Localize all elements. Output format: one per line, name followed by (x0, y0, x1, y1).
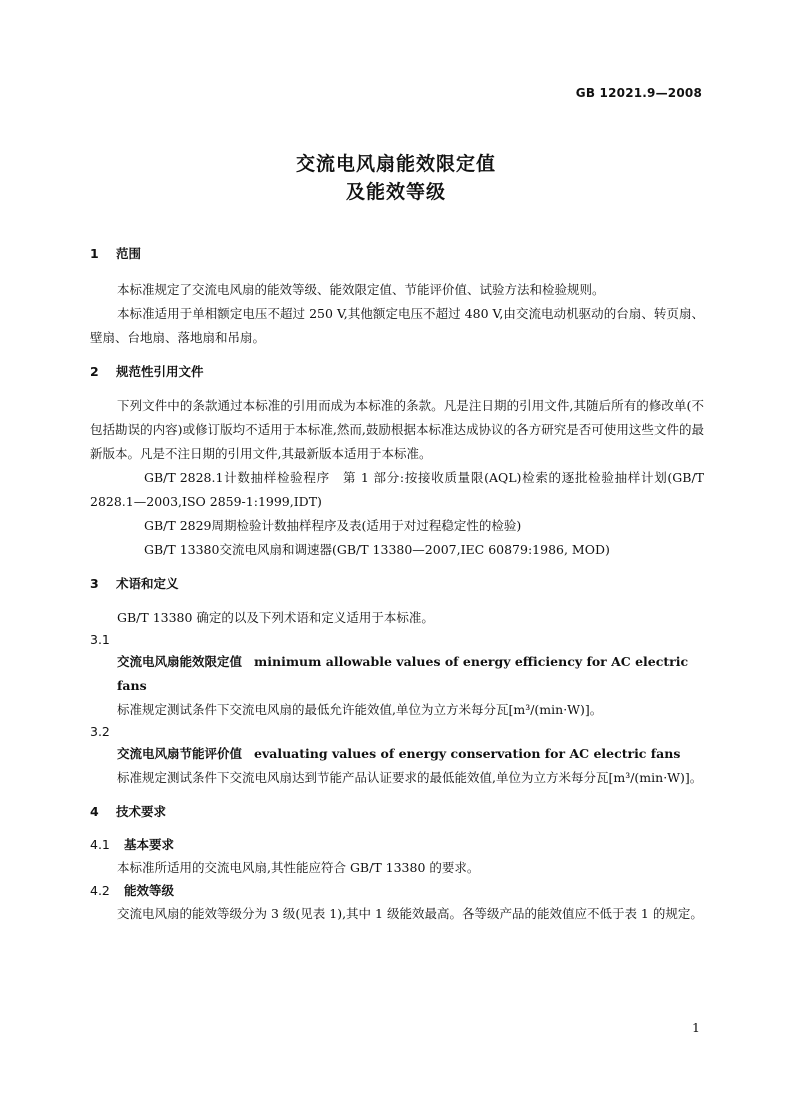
term-entry (90, 650, 704, 698)
reference-item (90, 538, 704, 562)
term-entry (90, 742, 704, 766)
section-title: 技术要求 (116, 804, 167, 819)
document-body (90, 244, 704, 926)
reference-text: 交流电风扇和调速器(GB/T 13380—2007,IEC 60879:1986, MOD) (219, 542, 610, 557)
page-number: 1 (692, 1020, 700, 1035)
term-en: minimum allowable values of energy efficiency for AC electric fans (117, 654, 689, 693)
reference-code: GB/T 2829 (144, 518, 212, 533)
section-2-heading (90, 362, 704, 382)
section-number: 1 (90, 246, 99, 261)
title-line-1: 交流电风扇能效限定值 (295, 153, 496, 175)
term-zh: 交流电风扇能效限定值 (117, 654, 243, 669)
term-number: 3.1 (90, 632, 110, 647)
section-number: 4 (90, 804, 99, 819)
reference-item (90, 514, 704, 538)
term-en: evaluating values of energy conservation for AC electric fans (254, 746, 681, 761)
section-title: 术语和定义 (116, 576, 179, 591)
title-line-2: 及能效等级 (345, 181, 446, 203)
subsection-4-2-heading (90, 880, 704, 902)
section-title: 规范性引用文件 (116, 364, 204, 379)
term-zh: 交流电风扇节能评价值 (117, 746, 243, 761)
term-definition: 标准规定测试条件下交流电风扇的最低允许能效值,单位为立方米每分瓦[m³/(min·W)]。 (117, 702, 603, 717)
reference-code: GB/T 2828.1 (144, 470, 224, 485)
paragraph: 本标准适用于单相额定电压不超过 250 V,其他额定电压不超过 480 V,由交流电动机驱动的台扇、转页扇、壁扇、台地扇、落地扇和吊扇。 (90, 306, 704, 345)
paragraph: 交流电风扇的能效等级分为 3 级(见表 1),其中 1 级能效最高。各等级产品的能效值应不低于表 1 的规定。 (117, 906, 703, 921)
section-4-heading (90, 802, 704, 822)
paragraph: GB/T 13380 确定的以及下列术语和定义适用于本标准。 (117, 610, 434, 625)
section-number: 3 (90, 576, 99, 591)
term-number: 3.2 (90, 724, 110, 739)
subsection-4-1-heading (90, 834, 704, 856)
subsection-title: 基本要求 (124, 837, 175, 852)
section-number: 2 (90, 364, 99, 379)
section-1-heading (90, 244, 704, 264)
paragraph: 下列文件中的条款通过本标准的引用而成为本标准的条款。凡是注日期的引用文件,其随后所有的修改单(不包括勘误的内容)或修订版均不适用于本标准,然而,鼓励根据本标准达成协议的各方研究是否可使用这些文件的最新版本。凡是不注日期的引用文件,其最新版本适用于本标准。 (90, 398, 704, 461)
reference-code: GB/T 13380 (144, 542, 220, 557)
reference-item (90, 466, 704, 514)
paragraph: 本标准规定了交流电风扇的能效等级、能效限定值、节能评价值、试验方法和检验规则。 (117, 282, 605, 297)
subsection-title: 能效等级 (124, 883, 175, 898)
reference-text: 周期检验计数抽样程序及表(适用于对过程稳定性的检验) (211, 518, 522, 533)
term-definition: 标准规定测试条件下交流电风扇达到节能产品认证要求的最低能效值,单位为立方米每分瓦[m³/(min·W)]。 (117, 770, 703, 785)
subsection-number: 4.1 (90, 837, 110, 852)
section-3-heading (90, 574, 704, 594)
subsection-number: 4.2 (90, 883, 110, 898)
paragraph: 本标准所适用的交流电风扇,其性能应符合 GB/T 13380 的要求。 (117, 860, 480, 875)
standard-number: GB 12021.9—2008 (575, 86, 702, 100)
reference-text: 计数抽样检验程序 第 1 部分:按接收质量限(AQL)检索的逐批检验抽样计划(GB/T 2828.1—2003,ISO 2859-1:1999,IDT) (90, 470, 704, 509)
document-title (0, 150, 792, 206)
section-title: 范围 (116, 246, 142, 261)
